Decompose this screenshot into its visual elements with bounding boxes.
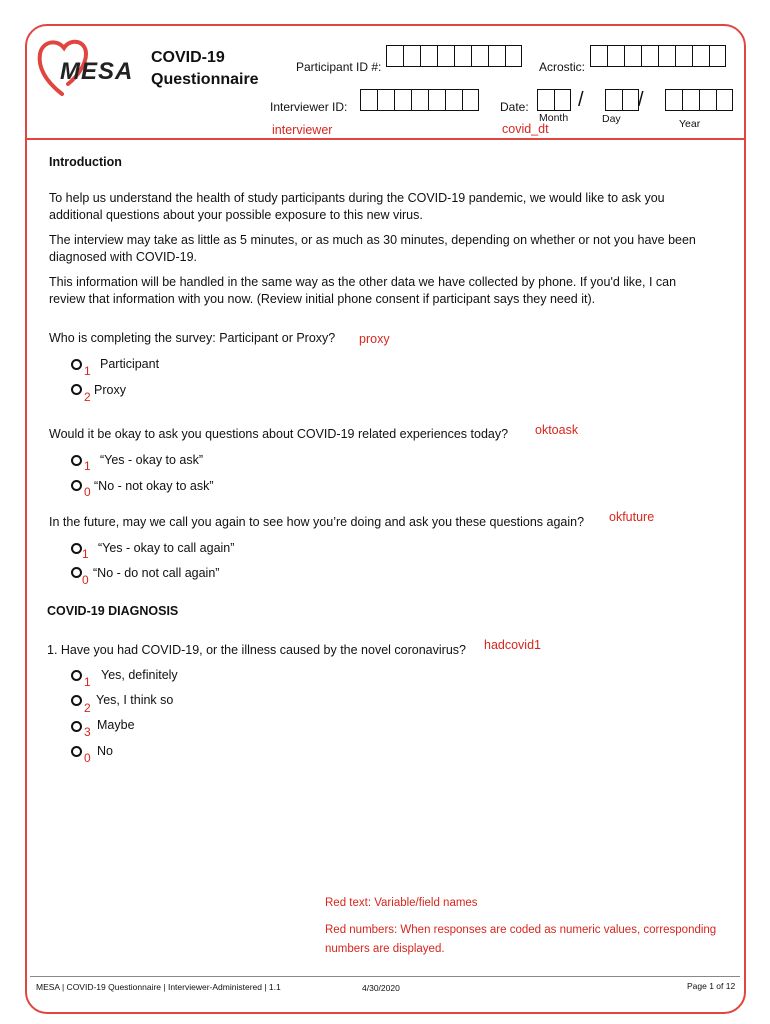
acrostic-field[interactable] xyxy=(590,45,726,67)
option-ok-yes: “Yes - okay to ask” xyxy=(100,453,204,467)
legend-line2: Red numbers: When responses are coded as numeric values, corresponding xyxy=(325,924,717,936)
option-proxy: Proxy xyxy=(94,383,126,397)
date-slash-1: / xyxy=(578,89,584,111)
diagnosis-heading: COVID-19 DIAGNOSIS xyxy=(47,604,179,618)
code-participant: 1 xyxy=(84,364,91,378)
option-covid-no: No xyxy=(97,744,113,758)
code-covid-maybe: 3 xyxy=(84,725,91,739)
code-covid-think: 2 xyxy=(84,701,91,715)
question-okfuture: In the future, may we call you again to see how you’re doing and ask you these questions again? xyxy=(49,515,585,529)
radio-covid-definitely[interactable] xyxy=(71,670,82,681)
option-covid-maybe: Maybe xyxy=(97,718,135,732)
legend-line1: Red text: Variable/field names xyxy=(325,897,478,909)
day-label: Day xyxy=(602,113,621,125)
intro-heading: Introduction xyxy=(49,155,122,169)
question-proxy: Who is completing the survey: Participant or Proxy? xyxy=(49,331,336,345)
code-proxy: 2 xyxy=(84,390,91,404)
interviewer-id-field[interactable] xyxy=(360,89,479,111)
footer-divider xyxy=(30,976,740,977)
option-ok-no: “No - not okay to ask” xyxy=(94,479,214,493)
radio-proxy[interactable] xyxy=(71,384,82,395)
code-covid-definitely: 1 xyxy=(84,675,91,689)
date-day-field[interactable] xyxy=(605,89,639,111)
option-covid-think: Yes, I think so xyxy=(96,693,174,707)
date-var: covid_dt xyxy=(502,122,549,136)
code-future-yes: 1 xyxy=(82,547,89,561)
footer-left: MESA | COVID-19 Questionnaire | Interviewer-Administered | 1.1 xyxy=(36,982,281,992)
interviewer-var: interviewer xyxy=(272,123,333,137)
month-label: Month xyxy=(539,112,569,124)
question-hadcovid1: 1. Have you had COVID-19, or the illness caused by the novel coronavirus? xyxy=(47,643,466,657)
var-oktoask: oktoask xyxy=(535,423,579,437)
code-ok-yes: 1 xyxy=(84,459,91,473)
var-hadcovid1: hadcovid1 xyxy=(484,638,541,652)
radio-covid-no[interactable] xyxy=(71,746,82,757)
question-oktoask: Would it be okay to ask you questions about COVID-19 related experiences today? xyxy=(49,427,509,441)
option-participant: Participant xyxy=(100,357,160,371)
radio-future-no[interactable] xyxy=(71,567,82,578)
footer-page: Page 1 of 12 xyxy=(687,981,736,991)
intro-p2-line2: diagnosed with COVID-19. xyxy=(49,250,197,264)
page-title-line2: Questionnaire xyxy=(151,71,259,88)
year-label: Year xyxy=(679,118,701,130)
intro-p2-line1: The interview may take as little as 5 minutes, or as much as 30 minutes, depending on whether or not you have been xyxy=(49,233,696,247)
radio-future-yes[interactable] xyxy=(71,543,82,554)
var-proxy: proxy xyxy=(359,332,390,346)
option-covid-definitely: Yes, definitely xyxy=(101,668,178,682)
radio-participant[interactable] xyxy=(71,359,82,370)
radio-ok-no[interactable] xyxy=(71,480,82,491)
code-future-no: 0 xyxy=(82,573,89,587)
page-title-line1: COVID-19 xyxy=(151,49,225,66)
code-ok-no: 0 xyxy=(84,485,91,499)
header-divider xyxy=(26,138,745,140)
intro-p3-line2: review that information with you now. (Review initial phone consent if participant says they need it). xyxy=(49,292,596,306)
var-okfuture: okfuture xyxy=(609,510,655,524)
date-month-field[interactable] xyxy=(537,89,571,111)
option-future-yes: “Yes - okay to call again” xyxy=(98,541,235,555)
radio-covid-think[interactable] xyxy=(71,695,82,706)
date-slash-2: / xyxy=(638,89,644,111)
intro-p3-line1: This information will be handled in the same way as the other data we have collected by phone. If you'd like, I can xyxy=(49,275,677,289)
acrostic-label: Acrostic: xyxy=(539,60,586,74)
radio-covid-maybe[interactable] xyxy=(71,721,82,732)
code-covid-no: 0 xyxy=(84,751,91,765)
participant-id-label: Participant ID #: xyxy=(296,60,382,74)
date-year-field[interactable] xyxy=(665,89,733,111)
intro-p1-line2: additional questions about your possible exposure to this new virus. xyxy=(49,208,423,222)
legend-line3: numbers are displayed. xyxy=(325,943,445,955)
date-label: Date: xyxy=(500,100,529,114)
participant-id-field[interactable] xyxy=(386,45,522,67)
radio-ok-yes[interactable] xyxy=(71,455,82,466)
intro-p1-line1: To help us understand the health of study participants during the COVID-19 pandemic, we would like to ask you xyxy=(49,191,665,205)
logo-text: MESA xyxy=(60,58,134,85)
footer-date: 4/30/2020 xyxy=(362,983,400,993)
interviewer-id-label: Interviewer ID: xyxy=(270,100,348,114)
option-future-no: “No - do not call again” xyxy=(93,566,220,580)
